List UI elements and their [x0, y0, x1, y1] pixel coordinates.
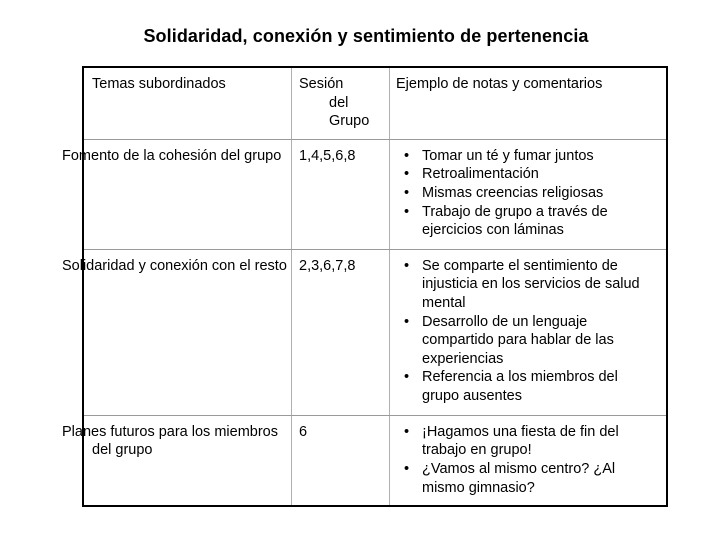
- list-item: • Tomar un té y fumar juntos: [396, 147, 658, 166]
- list-item: • Desarrollo de un lenguaje compartido para hablar de las experiencias: [396, 313, 658, 369]
- topic-cell: Planes futuros para los miembros del grupo: [83, 415, 292, 506]
- sessions-cell: 2,3,6,7,8: [292, 249, 390, 415]
- slide-title: Solidaridad, conexión y sentimiento de pertenencia: [143, 26, 589, 46]
- table-row: [83, 415, 667, 506]
- table-row: [83, 249, 667, 415]
- table-row: [83, 139, 667, 249]
- list-item: • Trabajo de grupo a través de ejercicios con láminas: [396, 203, 658, 240]
- topic-cell: Fomento de la cohesión del grupo: [83, 139, 292, 249]
- list-item: • Mismas creencias religiosas: [396, 184, 658, 203]
- sessions-cell: 6: [292, 415, 390, 506]
- header-sesion-line2: del: [329, 94, 349, 111]
- table-header-row: [83, 67, 667, 139]
- themes-table: [62, 66, 668, 507]
- header-ejemplos: Ejemplo de notas y comentarios: [390, 67, 668, 139]
- examples-cell: [390, 139, 668, 249]
- list-item: • ¿Vamos al mismo centro? ¿Al mismo gimnasio?: [396, 460, 658, 497]
- header-sesion-line1: Sesión: [299, 76, 344, 92]
- list-item: • Retroalimentación: [396, 165, 658, 184]
- header-sesion: [292, 67, 390, 139]
- topic-cell: Solidaridad y conexión con el resto: [83, 249, 292, 415]
- header-temas: Temas subordinados: [83, 67, 292, 139]
- list-item: • ¡Hagamos una fiesta de fin del trabajo en grupo!: [396, 423, 658, 460]
- sessions-cell: 1,4,5,6,8: [292, 139, 390, 249]
- list-item: • Referencia a los miembros del grupo ausentes: [396, 368, 658, 405]
- examples-cell: [390, 415, 668, 506]
- list-item: • Se comparte el sentimiento de injusticia en los servicios de salud mental: [396, 257, 658, 313]
- examples-cell: [390, 249, 668, 415]
- header-sesion-line3: Grupo: [329, 113, 370, 130]
